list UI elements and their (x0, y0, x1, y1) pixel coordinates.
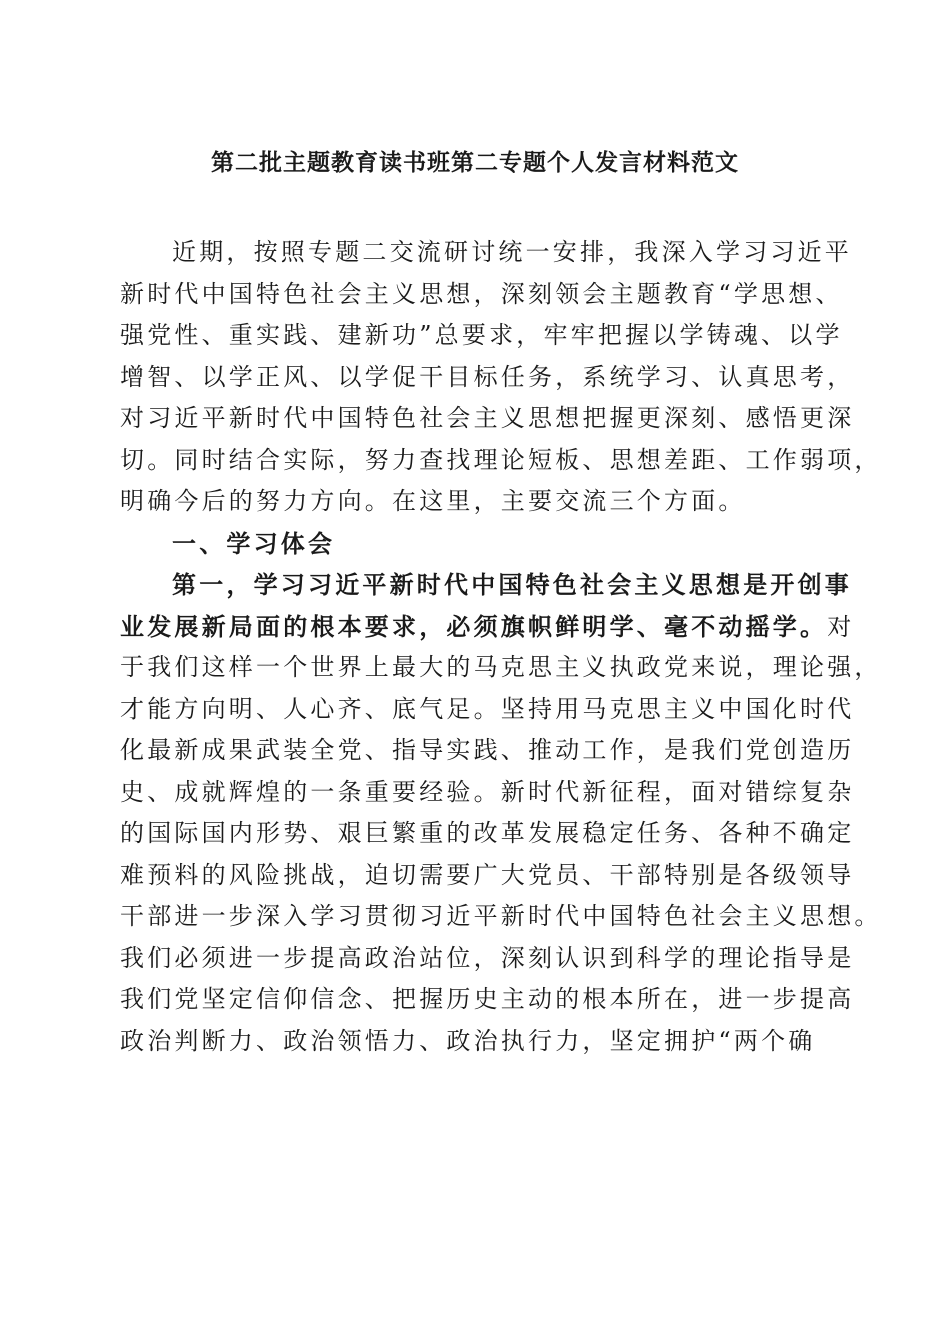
paragraph-line: 化最新成果武装全党、指导实践、推动工作，是我们党创造历 (120, 736, 855, 764)
paragraph-line: 增智、以学正风、以学促干目标任务，系统学习、认真思考， (120, 362, 855, 391)
document-body (120, 232, 882, 1062)
paragraph-line (120, 606, 855, 648)
paragraph-line: 我们党坚定信仰信念、把握历史主动的根本所在，进一步提高 (120, 985, 855, 1013)
paragraph-text: 对 (827, 612, 855, 641)
paragraph-line: 明确今后的努力方向。在这里，主要交流三个方面。 (120, 487, 746, 515)
section-heading: 一、学习体会 (172, 528, 336, 558)
paragraph-line: 于我们这样一个世界上最大的马克思主义执政党来说，理论强， (120, 653, 882, 681)
paragraph-line: 切。同时结合实际，努力查找理论短板、思想差距、工作弱项， (120, 445, 882, 474)
paragraph-line: 史、成就辉煌的一条重要经验。新时代新征程，面对错综复杂 (120, 777, 855, 806)
paragraph-line: 强党性、重实践、建新功”总要求，牢牢把握以学铸魂、以学 (120, 321, 843, 349)
point-heading-line: 第一，学习习近平新时代中国特色社会主义思想是开创事 (172, 570, 852, 599)
point-heading-line: 业发展新局面的根本要求，必须旗帜鲜明学、毫不动摇学。 (120, 611, 828, 641)
paragraph-line: 政治判断力、政治领悟力、政治执行力，坚定拥护“两个确 (120, 1026, 816, 1055)
paragraph-line: 新时代中国特色社会主义思想，深刻领会主题教育“学思想、 (120, 279, 843, 308)
paragraph-line: 才能方向明、人心齐、底气足。坚持用马克思主义中国化时代 (120, 694, 855, 723)
paragraph-line: 难预料的风险挑战，迫切需要广大党员、干部特别是各级领导 (120, 860, 855, 889)
paragraph-line: 对习近平新时代中国特色社会主义思想把握更深刻、感悟更深 (120, 404, 855, 432)
paragraph-line: 我们必须进一步提高政治站位，深刻认识到科学的理论指导是 (120, 943, 855, 972)
paragraph-line: 近期，按照专题二交流研讨统一安排，我深入学习习近平 (172, 238, 852, 266)
document-title: 第二批主题教育读书班第二专题个人发言材料范文 (211, 149, 739, 176)
paragraph-line: 的国际国内形势、艰巨繁重的改革发展稳定任务、各种不确定 (120, 819, 855, 847)
paragraph-line: 干部进一步深入学习贯彻习近平新时代中国特色社会主义思想。 (120, 902, 882, 930)
